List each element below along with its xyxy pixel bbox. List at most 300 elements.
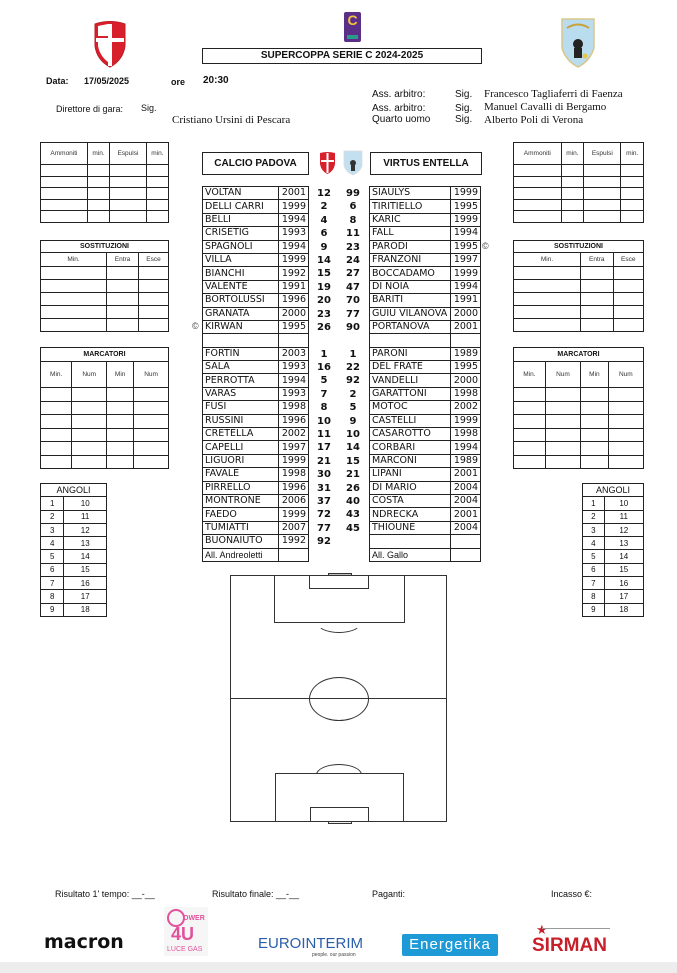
corner-cell[interactable]: 15 xyxy=(604,563,643,576)
cell[interactable] xyxy=(581,415,609,429)
shirt-number: 31 xyxy=(317,482,331,494)
away-subs-table xyxy=(513,240,644,332)
player-name: GRANATA xyxy=(203,307,279,320)
table-row xyxy=(203,320,309,333)
cell[interactable] xyxy=(110,199,147,211)
cell[interactable] xyxy=(584,165,621,177)
table-row xyxy=(370,253,481,266)
player-name: FORTIN xyxy=(203,347,279,360)
shirt-number: 5 xyxy=(349,402,357,414)
away-corners-table xyxy=(582,483,644,617)
corner-cell[interactable]: 12 xyxy=(64,523,107,536)
shirt-number: 92 xyxy=(346,375,360,387)
entella-crest-icon xyxy=(560,16,596,68)
corner-cell[interactable]: 4 xyxy=(583,537,605,550)
corner-cell[interactable]: 8 xyxy=(41,590,64,603)
scorers-header: Min xyxy=(581,362,609,388)
corner-cell[interactable]: 7 xyxy=(41,577,64,590)
table-row xyxy=(203,267,309,280)
energetika-logo xyxy=(402,934,498,956)
scorers-header: Num xyxy=(608,362,643,388)
cell[interactable] xyxy=(514,280,581,293)
cell[interactable] xyxy=(581,319,614,332)
table-row xyxy=(203,213,309,226)
player-name: NDRECKA xyxy=(370,508,451,521)
cell[interactable] xyxy=(545,442,580,456)
player-name: FUSI xyxy=(203,401,279,414)
home-shirt-numbers xyxy=(309,187,339,549)
cell[interactable] xyxy=(581,455,609,469)
shirt-number: 9 xyxy=(349,415,357,427)
cell[interactable] xyxy=(41,280,107,293)
shirt-number: 8 xyxy=(349,214,357,226)
cards-header: min. xyxy=(87,143,109,165)
player-name xyxy=(370,334,451,347)
corner-cell[interactable]: 5 xyxy=(583,550,605,563)
cell[interactable] xyxy=(72,415,107,429)
table-row xyxy=(203,454,309,467)
cell[interactable] xyxy=(514,176,562,188)
player-year: 1991 xyxy=(279,280,309,293)
cell[interactable] xyxy=(87,211,109,223)
cell[interactable] xyxy=(621,165,644,177)
home-subs-table xyxy=(40,240,169,332)
player-year: 1991 xyxy=(451,294,481,307)
home-captain-mark: © xyxy=(192,321,199,331)
cell[interactable] xyxy=(514,293,581,306)
cell[interactable] xyxy=(41,388,72,402)
shirt-number: 19 xyxy=(317,281,331,293)
cell[interactable] xyxy=(110,165,147,177)
cell[interactable] xyxy=(139,280,169,293)
shirt-number: 10 xyxy=(346,429,360,441)
table-row xyxy=(370,508,481,521)
corner-cell[interactable]: 1 xyxy=(583,497,605,510)
player-name: DI NOIA xyxy=(370,280,451,293)
corner-cell[interactable]: 3 xyxy=(41,523,64,536)
director-label: Direttore di gara: xyxy=(56,104,124,114)
sirman-logo xyxy=(532,922,614,960)
cell[interactable] xyxy=(608,442,643,456)
table-row xyxy=(370,307,481,320)
cell[interactable] xyxy=(110,176,147,188)
player-name: BUONAIUTO xyxy=(203,535,279,548)
cell[interactable] xyxy=(146,211,168,223)
date-value: 17/05/2025 xyxy=(84,76,130,86)
shirt-number: 26 xyxy=(346,482,360,494)
player-year: 1999 xyxy=(451,187,481,200)
cell[interactable] xyxy=(581,442,609,456)
player-year xyxy=(451,334,481,347)
away-cards-table xyxy=(513,142,644,223)
half-time-result[interactable]: Risultato 1' tempo: __-__ xyxy=(55,889,155,899)
corner-cell[interactable]: 7 xyxy=(583,577,605,590)
cell[interactable] xyxy=(72,401,107,415)
cell[interactable] xyxy=(72,388,107,402)
cell[interactable] xyxy=(87,176,109,188)
paying-spectators[interactable]: Paganti: xyxy=(372,889,406,899)
cell[interactable] xyxy=(41,211,88,223)
table-row xyxy=(203,307,309,320)
away-shirt-numbers xyxy=(338,187,368,535)
cell[interactable] xyxy=(561,188,584,200)
cell[interactable] xyxy=(87,188,109,200)
corner-cell[interactable]: 14 xyxy=(604,550,643,563)
table-row xyxy=(370,494,481,507)
table-row xyxy=(203,468,309,481)
director-name: Cristiano Ursini di Pescara xyxy=(172,114,291,126)
player-name: FAEDO xyxy=(203,508,279,521)
player-year xyxy=(451,548,481,561)
cell[interactable] xyxy=(87,165,109,177)
shirt-number: 99 xyxy=(346,188,360,199)
corner-cell[interactable]: 6 xyxy=(41,563,64,576)
cell[interactable] xyxy=(107,267,139,280)
shirt-number: 9 xyxy=(320,241,328,253)
cell[interactable] xyxy=(608,415,643,429)
cell[interactable] xyxy=(139,306,169,319)
cell[interactable] xyxy=(514,199,562,211)
player-year: 2003 xyxy=(279,347,309,360)
cell[interactable] xyxy=(107,306,139,319)
player-year: 2001 xyxy=(451,508,481,521)
player-year: 2006 xyxy=(279,494,309,507)
corner-cell[interactable]: 9 xyxy=(583,603,605,616)
player-year: 2004 xyxy=(451,494,481,507)
table-row xyxy=(203,414,309,427)
cell[interactable] xyxy=(545,415,580,429)
cell[interactable] xyxy=(561,199,584,211)
shirt-number: 14 xyxy=(317,254,331,266)
corner-cell[interactable]: 18 xyxy=(64,603,107,616)
cell[interactable] xyxy=(107,280,139,293)
player-name: CRISETIG xyxy=(203,227,279,240)
corner-cell[interactable]: 2 xyxy=(583,510,605,523)
eurointerim-tagline: people. our passion xyxy=(312,952,356,958)
cell[interactable] xyxy=(146,165,168,177)
shirt-number: 16 xyxy=(317,362,331,374)
player-year: 1999 xyxy=(279,454,309,467)
subs-header: Min. xyxy=(41,253,107,267)
cell[interactable] xyxy=(514,306,581,319)
cards-header: min. xyxy=(621,143,644,165)
player-year: 1995 xyxy=(279,320,309,333)
table-row xyxy=(370,267,481,280)
cell[interactable] xyxy=(581,401,609,415)
cell[interactable] xyxy=(581,306,614,319)
shirt-number: 20 xyxy=(317,295,331,307)
cell[interactable] xyxy=(139,267,169,280)
cell[interactable] xyxy=(581,388,609,402)
cell[interactable] xyxy=(41,401,72,415)
cell[interactable] xyxy=(41,267,107,280)
date-label: Data: xyxy=(46,76,69,86)
player-name: PORTANOVA xyxy=(370,320,451,333)
corner-cell[interactable]: 2 xyxy=(41,510,64,523)
cell[interactable] xyxy=(72,442,107,456)
table-row xyxy=(370,548,481,561)
player-name: DI MARIO xyxy=(370,481,451,494)
cell[interactable] xyxy=(41,199,88,211)
cell[interactable] xyxy=(514,455,546,469)
corner-cell[interactable]: 18 xyxy=(604,603,643,616)
cell[interactable] xyxy=(514,442,546,456)
cell[interactable] xyxy=(545,401,580,415)
cell[interactable] xyxy=(41,455,72,469)
official-role-1: Ass. arbitro: xyxy=(372,89,426,100)
player-name: BOCCADAMO xyxy=(370,267,451,280)
corner-cell[interactable]: 17 xyxy=(64,590,107,603)
corner-cell[interactable]: 14 xyxy=(64,550,107,563)
cell[interactable] xyxy=(41,306,107,319)
corner-cell[interactable]: 11 xyxy=(604,510,643,523)
cell[interactable] xyxy=(110,211,147,223)
cell[interactable] xyxy=(514,319,581,332)
cell[interactable] xyxy=(107,388,134,402)
cell[interactable] xyxy=(581,280,614,293)
table-row xyxy=(370,294,481,307)
table-row xyxy=(370,387,481,400)
player-year: 2007 xyxy=(279,521,309,534)
cell[interactable] xyxy=(134,415,169,429)
corner-cell[interactable]: 15 xyxy=(64,563,107,576)
player-year: 1994 xyxy=(279,374,309,387)
cell[interactable] xyxy=(139,293,169,306)
cell[interactable] xyxy=(107,455,134,469)
time-value: 20:30 xyxy=(203,75,229,86)
player-name: RUSSINI xyxy=(203,414,279,427)
cell[interactable] xyxy=(545,388,580,402)
cell[interactable] xyxy=(514,165,562,177)
cell[interactable] xyxy=(584,199,621,211)
scorers-header: Min. xyxy=(514,362,546,388)
corner-cell[interactable]: 10 xyxy=(64,497,107,510)
player-name: VOLTAN xyxy=(203,187,279,200)
cell[interactable] xyxy=(41,165,88,177)
scorers-header: Min xyxy=(107,362,134,388)
player-year: 1994 xyxy=(279,213,309,226)
cell[interactable] xyxy=(608,401,643,415)
cell[interactable] xyxy=(514,428,546,442)
cell[interactable] xyxy=(146,188,168,200)
cell[interactable] xyxy=(134,388,169,402)
corner-cell[interactable]: 11 xyxy=(64,510,107,523)
cell[interactable] xyxy=(146,199,168,211)
cell[interactable] xyxy=(613,267,643,280)
corner-cell[interactable]: 13 xyxy=(64,537,107,550)
shirt-number: 15 xyxy=(317,268,331,280)
player-year: 2000 xyxy=(279,307,309,320)
cell[interactable] xyxy=(514,388,546,402)
cell[interactable] xyxy=(514,415,546,429)
corner-cell[interactable]: 17 xyxy=(604,590,643,603)
subs-header: Entra xyxy=(581,253,614,267)
power4u-bottom-text: LUCE GAS xyxy=(167,946,203,953)
cell[interactable] xyxy=(87,199,109,211)
player-name: THIOUNE xyxy=(370,521,451,534)
player-name: FALL xyxy=(370,227,451,240)
cell[interactable] xyxy=(514,267,581,280)
table-row xyxy=(203,347,309,360)
cell[interactable] xyxy=(107,319,139,332)
player-year: 2000 xyxy=(451,307,481,320)
player-name: FRANZONI xyxy=(370,253,451,266)
player-year: 2001 xyxy=(451,320,481,333)
subs-header: Esce xyxy=(613,253,643,267)
cell[interactable] xyxy=(584,176,621,188)
cell[interactable] xyxy=(107,293,139,306)
corner-cell[interactable]: 13 xyxy=(604,537,643,550)
player-year xyxy=(279,548,309,561)
cell[interactable] xyxy=(110,188,147,200)
football-pitch-diagram xyxy=(230,575,447,822)
cell[interactable] xyxy=(581,428,609,442)
corner-cell[interactable]: 6 xyxy=(583,563,605,576)
cell[interactable] xyxy=(107,442,134,456)
corner-cell[interactable]: 8 xyxy=(583,590,605,603)
cell[interactable] xyxy=(621,176,644,188)
cell[interactable] xyxy=(608,388,643,402)
corner-cell[interactable]: 12 xyxy=(604,523,643,536)
corner-cell[interactable]: 16 xyxy=(64,577,107,590)
cell[interactable] xyxy=(621,199,644,211)
corner-cell[interactable]: 5 xyxy=(41,550,64,563)
cell[interactable] xyxy=(581,293,614,306)
cell[interactable] xyxy=(514,211,562,223)
player-year: 1998 xyxy=(451,428,481,441)
cell[interactable] xyxy=(134,442,169,456)
cell[interactable] xyxy=(139,319,169,332)
eurointerim-logo: EUROINTERIM xyxy=(258,935,363,952)
entella-small-crest-icon xyxy=(343,150,363,176)
shirt-number: 90 xyxy=(346,321,360,333)
player-name: CORBARI xyxy=(370,441,451,454)
cards-header: min. xyxy=(146,143,168,165)
player-name: SPAGNOLI xyxy=(203,240,279,253)
cell[interactable] xyxy=(146,176,168,188)
shirt-number: 27 xyxy=(346,268,360,280)
cell[interactable] xyxy=(41,442,72,456)
corner-cell[interactable]: 16 xyxy=(604,577,643,590)
player-year: 1994 xyxy=(451,441,481,454)
final-result[interactable]: Risultato finale: __-__ xyxy=(212,889,300,899)
cell[interactable] xyxy=(621,188,644,200)
shirt-number: 23 xyxy=(317,308,331,320)
official-role-2: Ass. arbitro: xyxy=(372,103,426,114)
home-cards-table xyxy=(40,142,169,223)
player-name: GUIU VILANOVA xyxy=(370,307,451,320)
cell[interactable] xyxy=(545,455,580,469)
cell[interactable] xyxy=(613,280,643,293)
subs-title: SOSTITUZIONI xyxy=(41,241,169,253)
player-year: 1989 xyxy=(451,347,481,360)
corner-cell[interactable]: 1 xyxy=(41,497,64,510)
cards-header: Ammoniti xyxy=(41,143,88,165)
shirt-number: 21 xyxy=(317,455,331,467)
cell[interactable] xyxy=(561,165,584,177)
cell[interactable] xyxy=(41,176,88,188)
player-name: MARCONI xyxy=(370,454,451,467)
table-row xyxy=(203,294,309,307)
cell[interactable] xyxy=(41,428,72,442)
shirt-number: 11 xyxy=(317,429,331,441)
cell[interactable] xyxy=(608,428,643,442)
cell[interactable] xyxy=(613,319,643,332)
cell[interactable] xyxy=(545,428,580,442)
cell[interactable] xyxy=(613,293,643,306)
corner-cell[interactable]: 10 xyxy=(604,497,643,510)
takings[interactable]: Incasso €: xyxy=(551,889,593,899)
shirt-number: 17 xyxy=(317,442,331,454)
cell[interactable] xyxy=(107,415,134,429)
cell[interactable] xyxy=(514,188,562,200)
cell[interactable] xyxy=(41,319,107,332)
cell[interactable] xyxy=(621,211,644,223)
cell[interactable] xyxy=(514,401,546,415)
cell[interactable] xyxy=(134,428,169,442)
cell[interactable] xyxy=(41,415,72,429)
cell[interactable] xyxy=(134,455,169,469)
cell[interactable] xyxy=(613,306,643,319)
subs-title: SOSTITUZIONI xyxy=(514,241,644,253)
player-name: TUMIATTI xyxy=(203,521,279,534)
cell[interactable] xyxy=(581,267,614,280)
shirt-number: 45 xyxy=(346,522,360,534)
table-row xyxy=(203,428,309,441)
cell[interactable] xyxy=(608,455,643,469)
scorers-header: Min. xyxy=(41,362,72,388)
player-name: CASAROTTO xyxy=(370,428,451,441)
table-row xyxy=(203,187,309,200)
table-row xyxy=(203,374,309,387)
shirt-number: 10 xyxy=(317,415,331,427)
player-name: TIRITIELLO xyxy=(370,200,451,213)
cell[interactable] xyxy=(584,188,621,200)
cell[interactable] xyxy=(584,211,621,223)
cell[interactable] xyxy=(561,176,584,188)
player-year: 1994 xyxy=(279,240,309,253)
cell[interactable] xyxy=(134,401,169,415)
cell[interactable] xyxy=(107,401,134,415)
power4u-logo xyxy=(164,907,208,956)
home-corners-table xyxy=(40,483,107,617)
padova-crest-icon xyxy=(92,20,128,68)
table-row xyxy=(370,187,481,200)
player-year: 1992 xyxy=(279,267,309,280)
corner-cell[interactable]: 3 xyxy=(583,523,605,536)
shirt-number: 70 xyxy=(346,295,360,307)
shirt-number: 37 xyxy=(317,495,331,507)
corner-cell[interactable]: 4 xyxy=(41,537,64,550)
home-coach: All. Andreoletti xyxy=(203,548,279,561)
cell[interactable] xyxy=(107,428,134,442)
cell[interactable] xyxy=(41,293,107,306)
energetika-text: Energetika xyxy=(409,936,491,953)
player-year: 1993 xyxy=(279,361,309,374)
cell[interactable] xyxy=(561,211,584,223)
cell[interactable] xyxy=(72,428,107,442)
table-row xyxy=(370,454,481,467)
player-year: 1999 xyxy=(451,267,481,280)
cell[interactable] xyxy=(41,188,88,200)
shirt-number: 2 xyxy=(320,201,328,213)
corner-cell[interactable]: 9 xyxy=(41,603,64,616)
player-name: CRETELLA xyxy=(203,428,279,441)
player-year: 2002 xyxy=(451,401,481,414)
cell[interactable] xyxy=(72,455,107,469)
official-name-2: Manuel Cavalli di Bergamo xyxy=(484,101,607,113)
scorers-title: MARCATORI xyxy=(514,348,644,362)
